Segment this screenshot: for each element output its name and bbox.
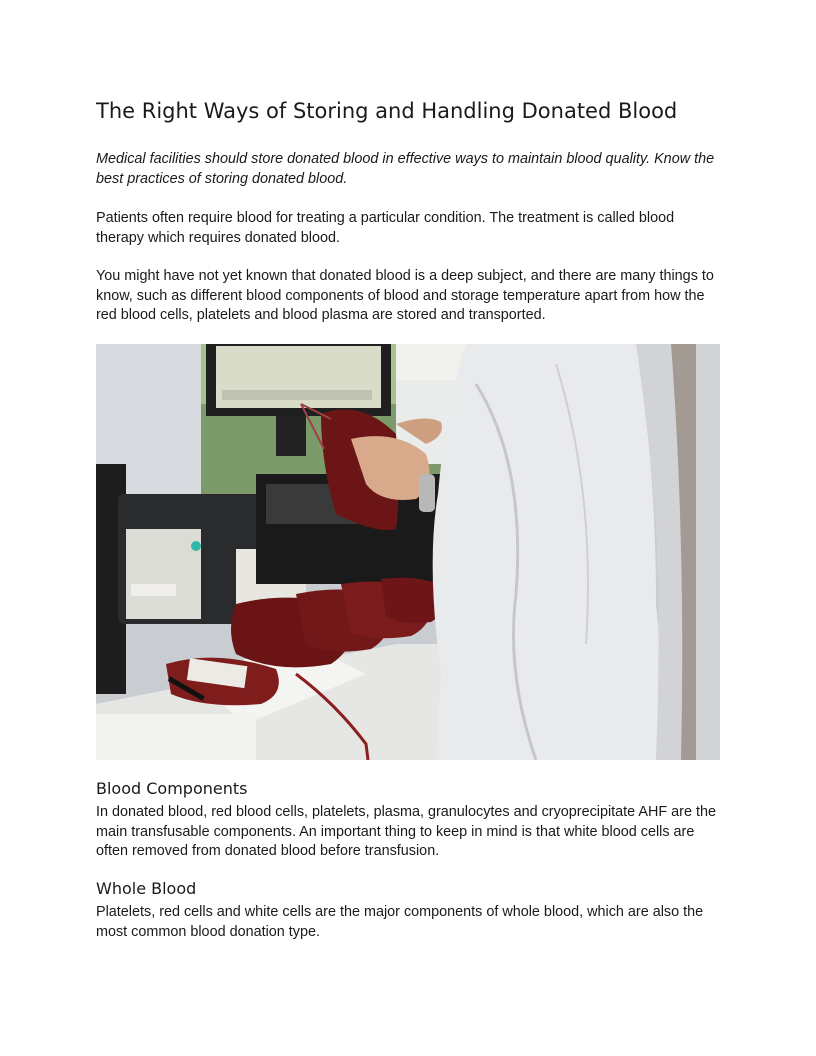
section-heading-blood-components: Blood Components [96,779,248,798]
intro-paragraph-2: You might have not yet known that donated blood is a deep subject, and there are many things to know, such as different blood components of blood and storage temperature apart from how the red blood cells, platelets and blood plasma are stored and transported. [96,268,714,324]
intro-paragraph-1: Patients often require blood for treating a particular condition. The treatment is called blood therapy which requires donated blood. [96,210,675,246]
lede-paragraph: Medical facilities should store donated blood in effective ways to maintain blood quality. Know the best practices of storing donated blood. [96,151,715,187]
section-heading-whole-blood: Whole Blood [96,879,197,898]
section-text-blood-components: In donated blood, red blood cells, platelets, plasma, granulocytes and cryoprecipitate AHF are the main transfusable components. An important thing to keep in mind is that white blood cells are often removed from donated blood before transfusion. [96,804,716,860]
blood-bags-photo [96,344,720,760]
section-text-whole-blood: Platelets, red cells and white cells are the major components of whole blood, which are also the most common blood donation type. [96,904,704,940]
page-title: The Right Ways of Storing and Handling Donated Blood [96,99,678,123]
